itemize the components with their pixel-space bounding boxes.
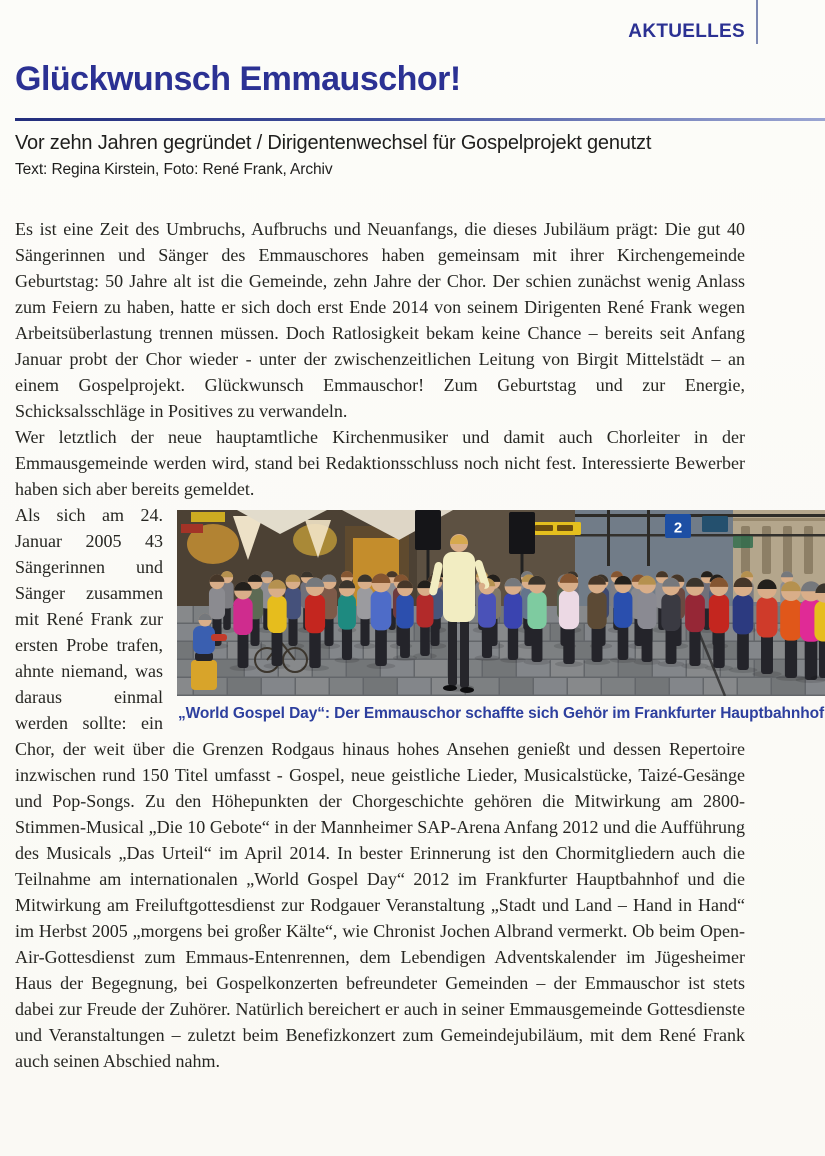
photo-caption: „World Gospel Day“: Der Emmauschor schaffte sich Gehör im Frankfurter Hauptbahnhof <box>177 705 825 722</box>
choir-photo <box>177 510 825 696</box>
photo-figure <box>177 510 825 723</box>
paragraph-3: Als sich am 24. Januar 2005 43 Sängerinnen und Sänger zusammen mit René Frank zur ersten Probe trafen, ahnte niemand, was daraus einmal werden sollte: ein Chor, der weit über die Grenzen Rodgaus hinaus hohes Ansehen genießt und dessen Repertoire inzwischen rund 150 Titel umfasst - Gospel, neue geistliche Lieder, Musicalstücke, Taizé-Gesänge und Pop-Songs. Zu den Höhepunkten der Chorgeschichte gehören die Mitwirkung am 2800-Stimmen-Musical „Die 10 Gebote“ in der Mannheimer SAP-Arena Anfang 2012 und die Aufführung des Musicals „Das Urteil“ im April 2014. In bester Erinnerung ist den Chormitgliedern auch die Teilnahme am internationalen „World Gospel Day“ 2012 im Frankfurter Hauptbahnhof und die Mitwirkung am Freiluftgottesdienst zur Rodgauer Veranstaltung „Stadt und Land – Hand in Hand“ im Herbst 2005 „morgens bei großer Kälte“, wie Chronist Jochen Albrand vermerkt. Ob beim Open-Air-Gottesdienst zum Emmaus-Entenrennen, dem Lebendigen Adventskalender im Jügesheimer Haus der Begegnung, bei Gospelkonzerten befreundeter Gemeinden – der Emmauschor ist stets dabei zur Freude der Zuhörer. Natürlich bereichert er auch in seiner Emmausgemeinde Gottesdienste und Veranstaltungen – zuletzt beim Benefizkonzert zum Gemeindejubiläum, mit dem René Frank auch seinen Abschied nahm. <box>15 505 745 1071</box>
article-subtitle: Vor zehn Jahren gegründet / Dirigentenwechsel für Gospelprojekt genutzt <box>15 132 652 154</box>
paragraph-1: Es ist eine Zeit des Umbruchs, Aufbruchs und Neuanfangs, die dieses Jubiläum prägt: Die gut 40 Sängerinnen und Sänger des Emmauschores haben gemeinsam mit ihrer Kirchengemeinde Geburtstag: 50 Jahre alt ist die Gemeinde, zehn Jahre der Chor. Der schien zunächst wenig Anlass zum Feiern zu haben, hatte er sich doch erst Ende 2014 von seinem Dirigenten René Frank wegen Arbeitsüberlastung trennen müssen. Doch Ratlosigkeit bekam keine Chance – bereits seit Anfang Januar probt der Chor wieder - unter der zwischenzeitlichen Leitung von Birgit Mittelstädt – an einem Gospelprojekt. Glückwunsch Emmauschor! Zum Geburtstag und zur Energie, Schicksalsschläge in Positives zu verwandeln. <box>15 219 745 421</box>
article-title: Glückwunsch Emmauschor! <box>15 60 461 98</box>
paragraph-2: Wer letztlich der neue hauptamtliche Kirchenmusiker und damit auch Chorleiter in der Emmausgemeinde werden wird, stand bei Redaktionsschluss noch nicht fest. Interessierte Bewerber haben sich aber bereits gemeldet. <box>15 427 745 499</box>
title-rule <box>15 118 825 121</box>
header-divider-line <box>756 0 758 44</box>
choir-photo-svg <box>177 510 825 696</box>
article-credit: Text: Regina Kirstein, Foto: René Frank, Archiv <box>15 161 333 178</box>
article-body <box>0 216 825 1074</box>
platform-sign-text: 2 <box>673 519 683 537</box>
section-label: AKTUELLES <box>628 21 745 42</box>
